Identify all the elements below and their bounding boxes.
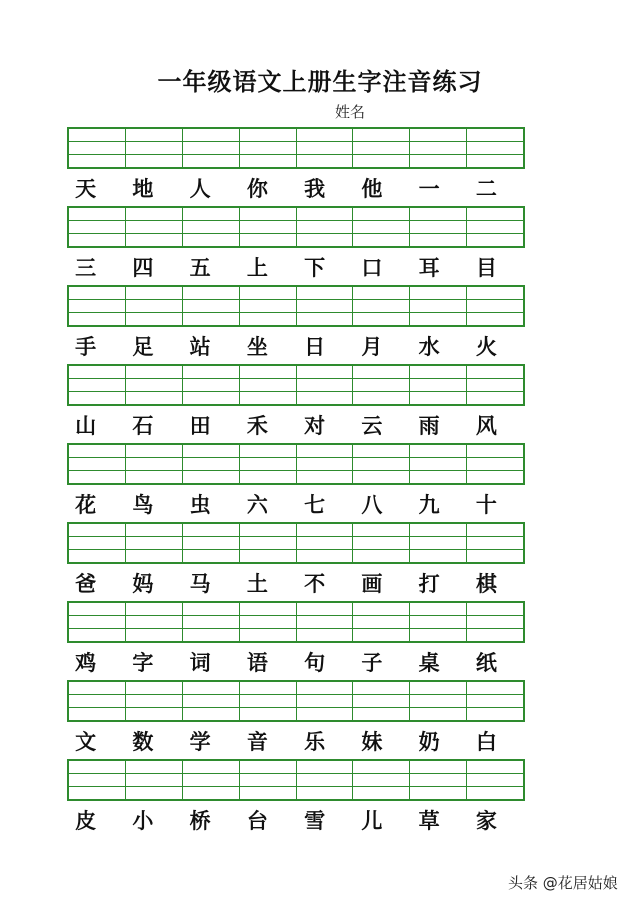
character: 月 bbox=[361, 334, 383, 359]
character: 乐 bbox=[304, 729, 326, 754]
character: 子 bbox=[361, 650, 383, 675]
character: 人 bbox=[189, 176, 211, 201]
pinyin-cell bbox=[297, 445, 354, 483]
pinyin-cell bbox=[183, 287, 240, 325]
pinyin-cell bbox=[240, 129, 297, 167]
character: 一 bbox=[418, 176, 440, 201]
page-title: 一年级语文上册生字注音练习 bbox=[157, 67, 483, 96]
pinyin-cell bbox=[297, 287, 354, 325]
pinyin-cell bbox=[410, 208, 467, 246]
character: 花 bbox=[75, 492, 97, 517]
pinyin-cell bbox=[297, 208, 354, 246]
pinyin-cell bbox=[410, 682, 467, 720]
character: 数 bbox=[132, 729, 154, 754]
pinyin-cell bbox=[297, 603, 354, 641]
pinyin-cell bbox=[353, 682, 410, 720]
pinyin-cell bbox=[240, 287, 297, 325]
character: 句 bbox=[304, 650, 326, 675]
practice-row bbox=[67, 206, 527, 285]
character: 草 bbox=[418, 808, 440, 833]
pinyin-grid bbox=[67, 522, 525, 564]
pinyin-cell bbox=[467, 524, 523, 562]
character: 三 bbox=[75, 255, 97, 280]
character-row bbox=[67, 255, 525, 281]
name-label: 姓名 bbox=[335, 103, 366, 121]
pinyin-cell bbox=[297, 129, 354, 167]
practice-row bbox=[67, 364, 527, 443]
character: 妹 bbox=[361, 729, 383, 754]
character: 马 bbox=[189, 571, 211, 596]
character: 火 bbox=[475, 334, 497, 359]
character: 七 bbox=[304, 492, 326, 517]
pinyin-cell bbox=[69, 603, 126, 641]
character: 语 bbox=[246, 650, 268, 675]
character: 风 bbox=[475, 413, 497, 438]
character: 水 bbox=[418, 334, 440, 359]
pinyin-cell bbox=[183, 445, 240, 483]
pinyin-cell bbox=[410, 603, 467, 641]
pinyin-cell bbox=[126, 208, 183, 246]
pinyin-cell bbox=[126, 524, 183, 562]
character: 鸟 bbox=[132, 492, 154, 517]
pinyin-cell bbox=[353, 129, 410, 167]
character: 上 bbox=[246, 255, 268, 280]
character: 皮 bbox=[75, 808, 97, 833]
character: 他 bbox=[361, 176, 383, 201]
character: 山 bbox=[75, 413, 97, 438]
pinyin-grid bbox=[67, 127, 525, 169]
pinyin-cell bbox=[69, 445, 126, 483]
character: 二 bbox=[475, 176, 497, 201]
character: 田 bbox=[189, 413, 211, 438]
character: 口 bbox=[361, 255, 383, 280]
pinyin-cell bbox=[69, 208, 126, 246]
practice-rows bbox=[67, 127, 527, 838]
pinyin-cell bbox=[183, 208, 240, 246]
practice-row bbox=[67, 680, 527, 759]
character: 下 bbox=[304, 255, 326, 280]
character: 小 bbox=[132, 808, 154, 833]
character: 足 bbox=[132, 334, 154, 359]
character-row bbox=[67, 413, 525, 439]
character: 虫 bbox=[189, 492, 211, 517]
character-row bbox=[67, 729, 525, 755]
pinyin-cell bbox=[297, 761, 354, 799]
character: 六 bbox=[246, 492, 268, 517]
pinyin-cell bbox=[240, 445, 297, 483]
pinyin-cell bbox=[240, 208, 297, 246]
pinyin-cell bbox=[69, 524, 126, 562]
pinyin-cell bbox=[183, 603, 240, 641]
character: 音 bbox=[246, 729, 268, 754]
character: 十 bbox=[475, 492, 497, 517]
pinyin-cell bbox=[240, 682, 297, 720]
character-row bbox=[67, 334, 525, 360]
character: 儿 bbox=[361, 808, 383, 833]
character: 桌 bbox=[418, 650, 440, 675]
character: 禾 bbox=[246, 413, 268, 438]
pinyin-cell bbox=[467, 761, 523, 799]
pinyin-cell bbox=[126, 682, 183, 720]
pinyin-cell bbox=[126, 445, 183, 483]
character: 台 bbox=[246, 808, 268, 833]
pinyin-cell bbox=[297, 524, 354, 562]
pinyin-cell bbox=[467, 445, 523, 483]
character: 字 bbox=[132, 650, 154, 675]
pinyin-cell bbox=[410, 287, 467, 325]
pinyin-cell bbox=[126, 129, 183, 167]
pinyin-cell bbox=[410, 524, 467, 562]
pinyin-grid bbox=[67, 759, 525, 801]
character: 四 bbox=[132, 255, 154, 280]
practice-row bbox=[67, 127, 527, 206]
character: 地 bbox=[132, 176, 154, 201]
pinyin-cell bbox=[467, 682, 523, 720]
pinyin-cell bbox=[126, 761, 183, 799]
pinyin-cell bbox=[126, 366, 183, 404]
pinyin-cell bbox=[69, 366, 126, 404]
character: 坐 bbox=[246, 334, 268, 359]
character: 土 bbox=[246, 571, 268, 596]
character-row bbox=[67, 492, 525, 518]
pinyin-cell bbox=[240, 524, 297, 562]
pinyin-cell bbox=[353, 524, 410, 562]
pinyin-cell bbox=[353, 208, 410, 246]
pinyin-cell bbox=[240, 603, 297, 641]
pinyin-grid bbox=[67, 206, 525, 248]
character: 日 bbox=[304, 334, 326, 359]
pinyin-cell bbox=[183, 524, 240, 562]
pinyin-cell bbox=[467, 129, 523, 167]
character: 云 bbox=[361, 413, 383, 438]
pinyin-cell bbox=[69, 287, 126, 325]
pinyin-cell bbox=[297, 366, 354, 404]
character: 奶 bbox=[418, 729, 440, 754]
character: 手 bbox=[75, 334, 97, 359]
pinyin-grid bbox=[67, 601, 525, 643]
character: 五 bbox=[189, 255, 211, 280]
pinyin-grid bbox=[67, 680, 525, 722]
pinyin-cell bbox=[69, 682, 126, 720]
character: 雪 bbox=[304, 808, 326, 833]
character: 不 bbox=[304, 571, 326, 596]
pinyin-grid bbox=[67, 443, 525, 485]
pinyin-cell bbox=[353, 761, 410, 799]
character: 爸 bbox=[75, 571, 97, 596]
character: 八 bbox=[361, 492, 383, 517]
pinyin-cell bbox=[353, 366, 410, 404]
character: 耳 bbox=[418, 255, 440, 280]
pinyin-grid bbox=[67, 285, 525, 327]
character: 我 bbox=[304, 176, 326, 201]
character: 白 bbox=[475, 729, 497, 754]
practice-row bbox=[67, 443, 527, 522]
pinyin-cell bbox=[69, 761, 126, 799]
character: 家 bbox=[475, 808, 497, 833]
pinyin-cell bbox=[410, 761, 467, 799]
character: 站 bbox=[189, 334, 211, 359]
pinyin-cell bbox=[240, 761, 297, 799]
pinyin-cell bbox=[467, 208, 523, 246]
pinyin-cell bbox=[410, 366, 467, 404]
character: 画 bbox=[361, 571, 383, 596]
pinyin-cell bbox=[183, 366, 240, 404]
pinyin-cell bbox=[183, 129, 240, 167]
pinyin-grid bbox=[67, 364, 525, 406]
pinyin-cell bbox=[467, 603, 523, 641]
character: 雨 bbox=[418, 413, 440, 438]
character: 文 bbox=[75, 729, 97, 754]
pinyin-cell bbox=[126, 603, 183, 641]
character-row bbox=[67, 808, 525, 834]
pinyin-cell bbox=[69, 129, 126, 167]
pinyin-cell bbox=[126, 287, 183, 325]
character: 你 bbox=[246, 176, 268, 201]
pinyin-cell bbox=[467, 366, 523, 404]
pinyin-cell bbox=[353, 287, 410, 325]
character: 词 bbox=[189, 650, 211, 675]
character: 妈 bbox=[132, 571, 154, 596]
character-row bbox=[67, 571, 525, 597]
character-row bbox=[67, 176, 525, 202]
pinyin-cell bbox=[183, 682, 240, 720]
practice-row bbox=[67, 285, 527, 364]
character: 学 bbox=[189, 729, 211, 754]
character: 鸡 bbox=[75, 650, 97, 675]
practice-row bbox=[67, 522, 527, 601]
character: 石 bbox=[132, 413, 154, 438]
character: 天 bbox=[75, 176, 97, 201]
pinyin-cell bbox=[467, 287, 523, 325]
pinyin-cell bbox=[353, 445, 410, 483]
practice-row bbox=[67, 601, 527, 680]
pinyin-cell bbox=[353, 603, 410, 641]
pinyin-cell bbox=[240, 366, 297, 404]
character-row bbox=[67, 650, 525, 676]
watermark: 头条 @花居姑娘 bbox=[508, 874, 618, 892]
pinyin-cell bbox=[297, 682, 354, 720]
pinyin-cell bbox=[410, 445, 467, 483]
character: 目 bbox=[475, 255, 497, 280]
pinyin-cell bbox=[410, 129, 467, 167]
character: 纸 bbox=[475, 650, 497, 675]
character: 九 bbox=[418, 492, 440, 517]
practice-row bbox=[67, 759, 527, 838]
character: 棋 bbox=[475, 571, 497, 596]
character: 对 bbox=[304, 413, 326, 438]
pinyin-cell bbox=[183, 761, 240, 799]
character: 桥 bbox=[189, 808, 211, 833]
character: 打 bbox=[418, 571, 440, 596]
